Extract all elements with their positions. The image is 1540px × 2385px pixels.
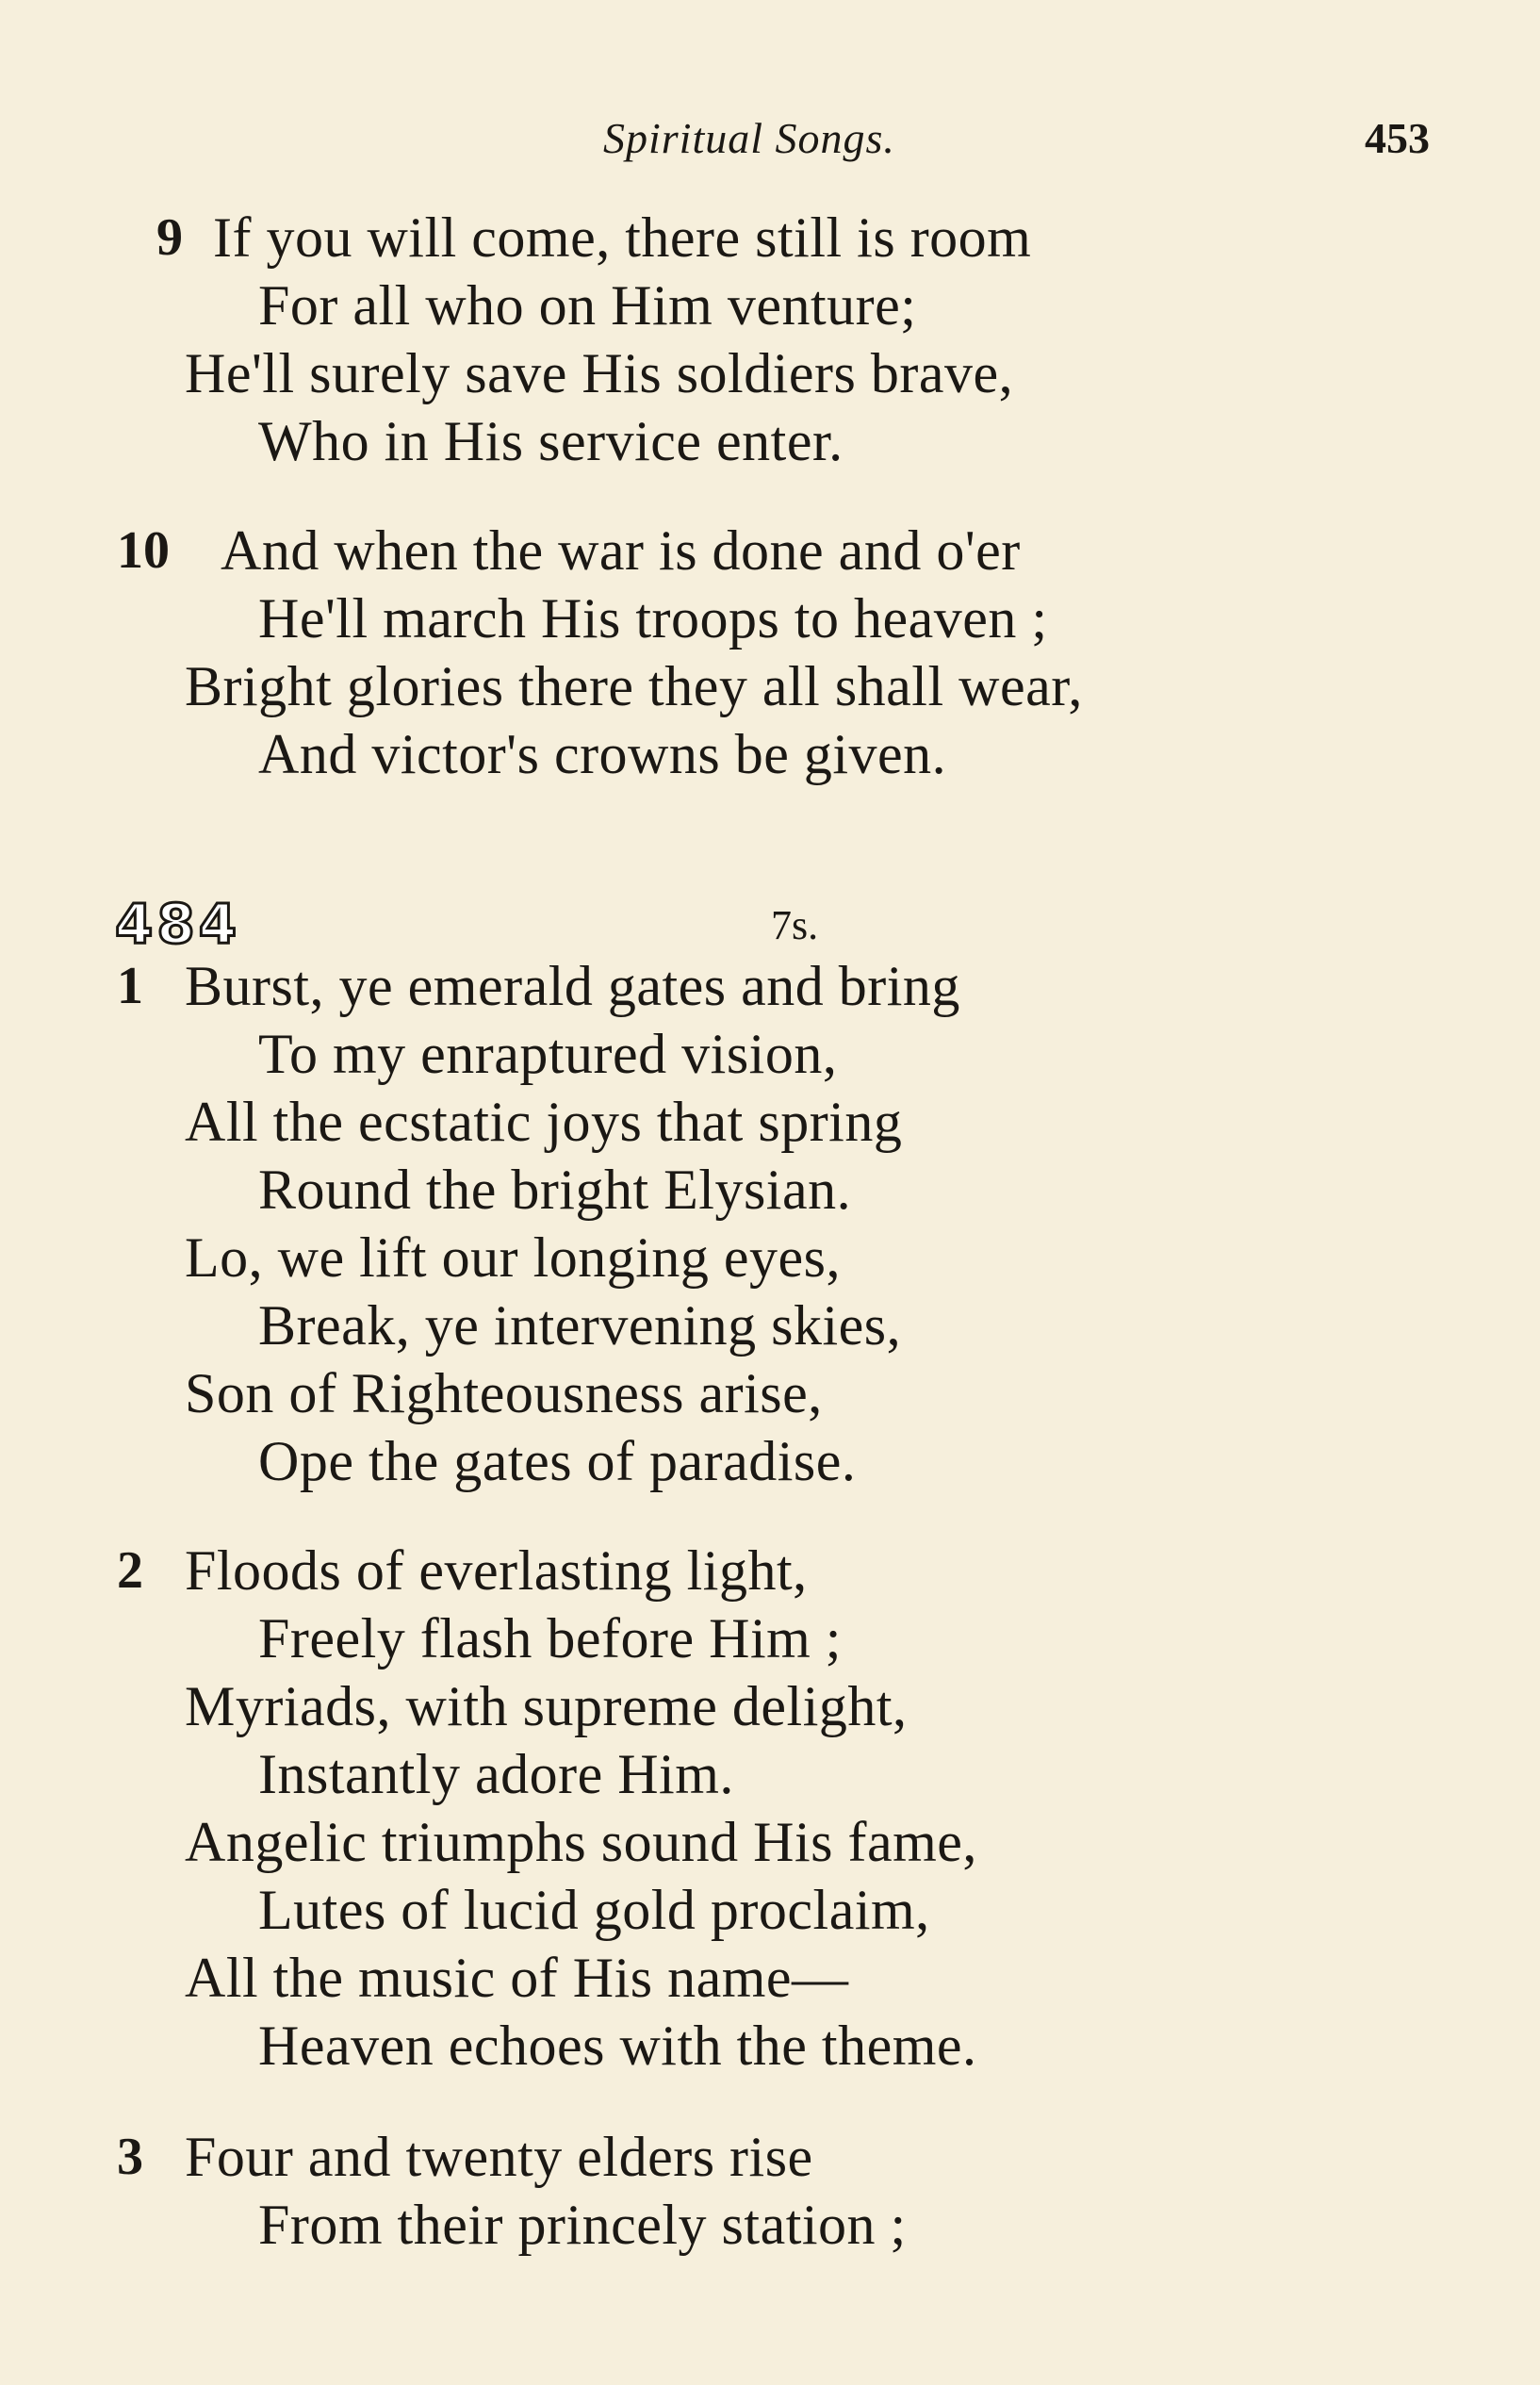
verse-line: He'll march His troops to heaven ; — [258, 587, 1048, 650]
verse-line: Myriads, with supreme delight, — [185, 1675, 908, 1737]
verse-line: To my enraptured vision, — [258, 1023, 838, 1085]
verse-line: From their princely station ; — [258, 2194, 907, 2256]
verse-number: 2 — [117, 1541, 143, 1600]
verse-line: Who in His service enter. — [258, 410, 844, 472]
verse-line: Lo, we lift our longing eyes, — [185, 1226, 842, 1289]
page-number: 453 — [1365, 114, 1430, 162]
verse-line: He'll surely save His soldiers brave, — [185, 342, 1014, 404]
verse-line: Round the bright Elysian. — [258, 1159, 852, 1221]
verse-line: If you will come, there still is room — [213, 206, 1032, 269]
verse-number: 3 — [117, 2128, 143, 2186]
verse-line: Break, ye intervening skies, — [258, 1294, 902, 1357]
hymn-meter: 7s. — [771, 902, 819, 948]
running-title: Spiritual Songs. — [603, 114, 895, 162]
verse-line: And when the war is done and o'er — [221, 519, 1021, 582]
hymn-number: 484 — [115, 892, 241, 956]
verse-line: For all who on Him venture; — [258, 274, 917, 337]
verse-line: Bright glories there they all shall wear, — [185, 655, 1083, 717]
verse-line: Ope the gates of paradise. — [258, 1430, 857, 1492]
page-header — [0, 113, 1540, 170]
verse-number: 1 — [117, 957, 143, 1015]
verse-line: Four and twenty elders rise — [185, 2126, 813, 2188]
verse-line: Lutes of lucid gold proclaim, — [258, 1879, 930, 1941]
verse-line: Instantly adore Him. — [258, 1743, 734, 1805]
verse-line: Freely flash before Him ; — [258, 1607, 842, 1670]
verse-number: 9 — [156, 208, 183, 267]
verse-line: All the music of His name— — [185, 1947, 849, 2009]
verse-number: 10 — [117, 521, 170, 580]
verse-line: Angelic triumphs sound His fame, — [185, 1811, 977, 1873]
verse-line: And victor's crowns be given. — [258, 723, 947, 785]
verse-line: Floods of everlasting light, — [185, 1539, 808, 1602]
verse-line: Burst, ye emerald gates and bring — [185, 955, 960, 1017]
verse-line: Son of Righteousness arise, — [185, 1362, 823, 1424]
verse-line: Heaven echoes with the theme. — [258, 2015, 977, 2077]
verse-line: All the ecstatic joys that spring — [185, 1091, 903, 1153]
